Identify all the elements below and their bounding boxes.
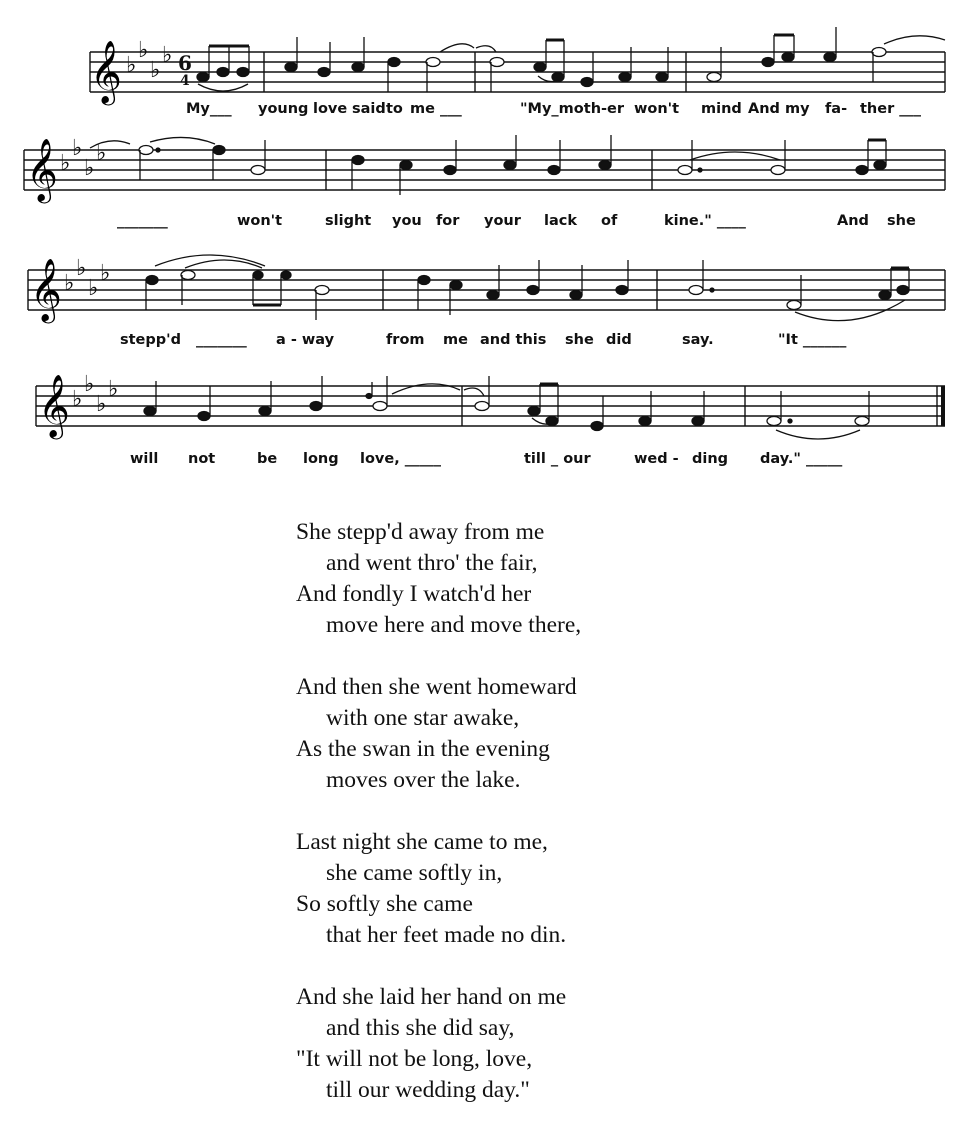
svg-text:4: 4 [180, 73, 190, 89]
poem-line: And she laid her hand on me [296, 984, 567, 1010]
poem-line: till our wedding day." [326, 1077, 530, 1103]
lyric-syllable: _______ [196, 332, 247, 348]
lyric-syllable: long [303, 451, 339, 467]
lyric-syllable: will [130, 451, 159, 467]
stanza [296, 672, 856, 796]
lyric-syllable: _______ [117, 213, 168, 229]
poem-line: "It will not be long, love, [296, 1046, 533, 1072]
svg-text:♭: ♭ [64, 271, 75, 296]
poem-line: As the swan in the evening [296, 736, 550, 762]
poem-line: and went thro' the fair, [326, 550, 538, 576]
lyric-syllable: and this [480, 332, 547, 348]
lyric-syllable: you [392, 213, 422, 229]
lyric-syllable: And my [748, 101, 810, 117]
lyric-syllable: me [443, 332, 468, 348]
lyric-syllable: not [188, 451, 216, 467]
treble-clef-icon: 𝄞 [30, 258, 62, 321]
stanza [296, 827, 856, 951]
svg-text:♭: ♭ [88, 276, 99, 301]
poem-line: that her feet made no din. [326, 922, 567, 948]
poem [296, 517, 856, 1137]
lyric-syllable: love [313, 101, 348, 117]
treble-clef-icon: 𝄞 [90, 40, 122, 103]
lyric-syllable: love, _____ [360, 451, 442, 467]
lyric-syllable: And [837, 213, 869, 229]
svg-text:♭: ♭ [100, 261, 111, 286]
lyric-syllable: lack [544, 213, 577, 229]
slurs-1 [198, 36, 945, 91]
treble-clef-icon: 𝄞 [26, 138, 58, 201]
lyric-syllable: fa- [825, 101, 848, 117]
lyric-syllable: said [352, 101, 386, 117]
poem-line: And then she went homeward [296, 674, 577, 700]
svg-text:♭: ♭ [72, 387, 83, 412]
key-signature [60, 136, 106, 181]
notes-4 [144, 376, 869, 431]
staff-system-2 [0, 130, 980, 240]
lyric-syllable: slight [325, 213, 372, 229]
lyric-syllable: for [436, 213, 460, 229]
lyric-syllable: stepp'd [120, 332, 181, 348]
notes-2 [139, 135, 886, 195]
lyric-syllable: she [887, 213, 916, 229]
poem-line: she came softly in, [326, 860, 503, 886]
key-signature [126, 38, 172, 83]
staff-1 [0, 0, 980, 103]
lyric-syllable: say. [682, 332, 714, 348]
lyric-syllable: ther ___ [860, 101, 922, 117]
svg-text:6: 6 [178, 51, 192, 75]
lyric-syllable: day." _____ [760, 451, 843, 467]
lyric-syllable: a - way [276, 332, 335, 348]
lyric-syllable: did [606, 332, 632, 348]
svg-text:♭: ♭ [84, 156, 95, 181]
svg-text:♭: ♭ [60, 151, 71, 176]
treble-clef-icon: 𝄞 [38, 374, 70, 437]
slurs-2 [90, 137, 780, 160]
lyric-syllable: be [257, 451, 278, 467]
lyric-syllable: she [565, 332, 594, 348]
lyric-syllable: of [601, 213, 618, 229]
lyric-syllable: me ___ [410, 101, 462, 117]
lyric-syllable: kine." ____ [664, 213, 746, 229]
time-signature [178, 51, 192, 89]
lyric-syllable: from [386, 332, 425, 348]
svg-text:♭: ♭ [96, 141, 107, 166]
lyric-syllable: won't [634, 101, 680, 117]
staff-system-3 [0, 248, 980, 358]
svg-text:♭: ♭ [162, 43, 173, 68]
stanza [296, 982, 856, 1106]
lyric-syllable: your [484, 213, 521, 229]
lyric-syllable: "It ______ [778, 332, 847, 348]
staff-system-1 [0, 0, 980, 130]
lyric-syllable: to [386, 101, 403, 117]
poem-line: with one star awake, [326, 705, 520, 731]
svg-text:♭: ♭ [126, 53, 137, 78]
lyric-syllable: "My_moth-er [520, 101, 625, 117]
key-signature [72, 372, 118, 417]
poem-line: and this she did say, [326, 1015, 515, 1041]
key-signature [64, 256, 110, 301]
lyric-syllable: mind [701, 101, 742, 117]
poem-line: She stepp'd away from me [296, 519, 545, 545]
lyric-syllable: wed - [634, 451, 679, 467]
lyric-syllable: ding [692, 451, 729, 467]
lyrics-line-3 [0, 332, 980, 356]
svg-text:♭: ♭ [138, 38, 149, 63]
staff-4 [0, 366, 980, 456]
lyric-syllable: young [258, 101, 309, 117]
staff-system-4 [0, 366, 980, 476]
svg-text:♭: ♭ [84, 372, 95, 397]
poem-line: Last night she came to me, [296, 829, 548, 855]
svg-text:♭: ♭ [96, 392, 107, 417]
svg-text:♭: ♭ [76, 256, 87, 281]
poem-line: So softly she came [296, 891, 473, 917]
lyric-syllable: My___ [186, 101, 232, 117]
lyric-syllable: won't [237, 213, 283, 229]
svg-text:♭: ♭ [150, 58, 161, 83]
svg-text:♭: ♭ [108, 377, 119, 402]
staff-2 [0, 130, 980, 220]
lyrics-line-2 [0, 213, 980, 237]
lyrics-line-4 [0, 451, 980, 475]
staff-3 [0, 248, 980, 338]
stanza [296, 517, 856, 641]
poem-line: moves over the lake. [326, 767, 521, 793]
poem-line: And fondly I watch'd her [296, 581, 532, 607]
svg-text:♭: ♭ [72, 136, 83, 161]
lyric-syllable: till _ our [524, 451, 591, 467]
poem-line: move here and move there, [326, 612, 582, 638]
lyrics-line-1 [0, 101, 980, 125]
